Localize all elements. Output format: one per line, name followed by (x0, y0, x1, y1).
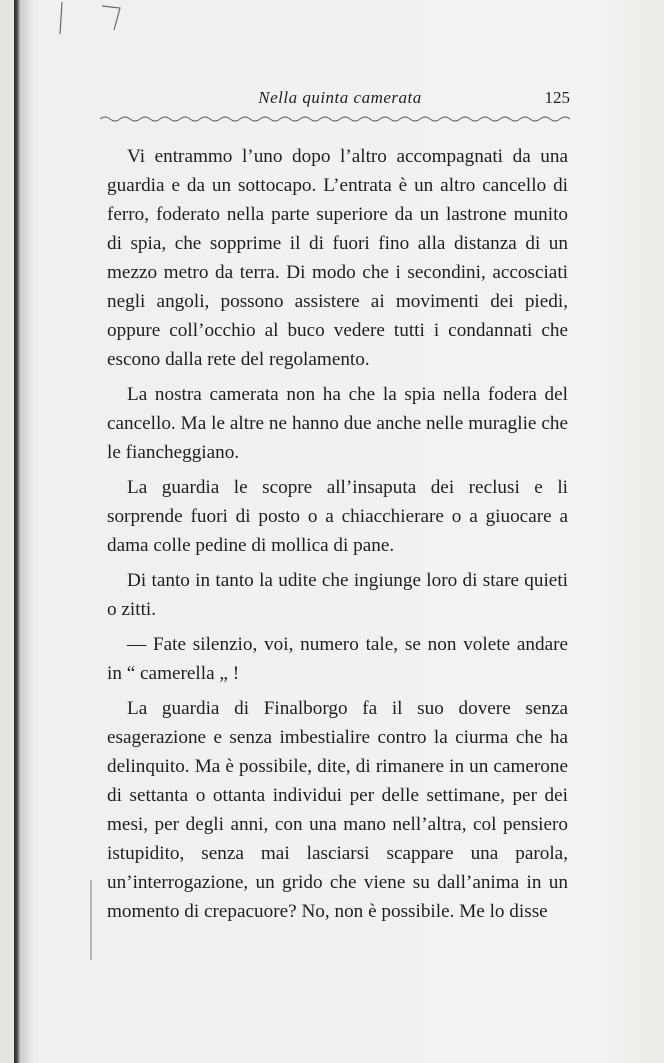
paragraph: La guardia le scopre all’insaputa dei reclusi e li sorprende fuori di posto o a chiacchierare o a giuocare a dama colle pedine di mollica di pane. (107, 477, 568, 556)
running-title: Nella quinta camerata (258, 88, 422, 107)
page-header (110, 88, 570, 114)
paragraph: La nostra camerata non ha che la spia nella fodera del cancello. Ma le altre ne hanno due anche nelle muraglie che le fiancheggiano. (107, 384, 568, 463)
paragraph: Vi entrammo l’uno dopo l’altro accompagnati da una guardia e da un sottocapo. L’entrata è un altro cancello di ferro, foderato nella parte superiore da un lastrone munito di spia, che sopprime il di fuori fino alla distanza di un mezzo metro da terra. Di modo che i secondini, accosciati negli angoli, possono assistere ai movimenti dei piedi, oppure coll’occhio al buco vedere tutti i condannati che escono dalla rete del regolamento. (107, 146, 568, 370)
margin-mark (90, 880, 92, 960)
binding-shadow (20, 0, 34, 1063)
page-number: 125 (544, 88, 570, 107)
paragraph: La guardia di Finalborgo fa il suo dovere senza esagerazione e senza imbestialire contro la ciurma che ha delinquito. Ma è possibile, dite, di rimanere in un camerone di settanta o ottanta individui per delle settimane, per dei mesi, per degli anni, con una mano nell’altra, col pensiero istupidito, senza mai lasciarsi scappare una parola, un’interrogazione, un grido che viene su dall’anima in un momento di crepacuore? No, non è possibile. Me lo disse (107, 698, 568, 922)
paragraph: Di tanto in tanto la udite che ingiunge loro di stare quieti o zitti. (107, 570, 568, 620)
pencil-mark (58, 0, 138, 40)
header-rule (100, 114, 570, 124)
paragraph: — Fate silenzio, voi, numero tale, se non volete andare in “ camerella „ ! (107, 634, 568, 684)
body-text (107, 142, 568, 932)
